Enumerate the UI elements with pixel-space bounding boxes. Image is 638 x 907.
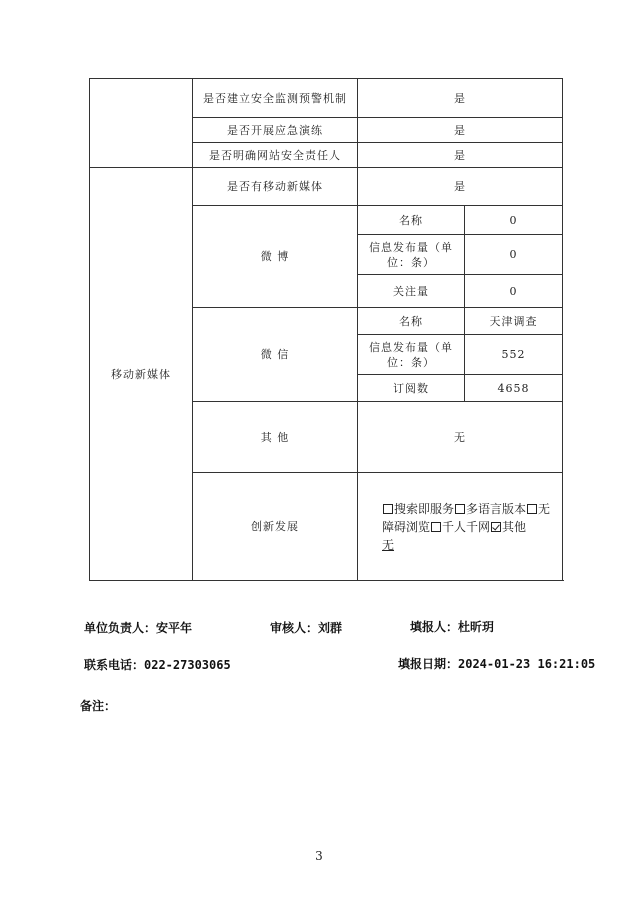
report-table bbox=[89, 78, 563, 581]
has-mobile-media-label: 是否有移动新媒体 bbox=[193, 168, 358, 206]
filler: 填报人：杜昕玥 bbox=[410, 620, 495, 634]
wechat-name-label: 名称 bbox=[358, 308, 465, 335]
innovation-options bbox=[358, 473, 563, 581]
remarks: 备注： bbox=[80, 699, 117, 713]
monitoring-value: 是 bbox=[358, 79, 563, 118]
wechat-subscribers-label: 订阅数 bbox=[358, 375, 465, 402]
page-number: 3 bbox=[315, 849, 323, 863]
other-media-value: 无 bbox=[358, 402, 563, 473]
multilingual-checkbox[interactable] bbox=[455, 504, 465, 514]
other-option-text: 无 bbox=[382, 537, 395, 552]
weibo-posts-label: 信息发布量（单位：条） bbox=[358, 235, 465, 275]
responsible-person-value: 是 bbox=[358, 143, 563, 168]
has-mobile-media-value: 是 bbox=[358, 168, 563, 206]
reviewer: 审核人：刘群 bbox=[270, 621, 343, 635]
responsible-person-label: 是否明确网站安全责任人 bbox=[193, 143, 358, 168]
personalized-label: 千人千网 bbox=[442, 519, 491, 534]
other-checkbox[interactable] bbox=[491, 522, 501, 532]
security-category-cell bbox=[90, 79, 193, 168]
unit-leader: 单位负责人：安平年 bbox=[84, 621, 193, 635]
drill-value: 是 bbox=[358, 118, 563, 143]
weibo-label: 微 博 bbox=[193, 206, 358, 308]
contact-phone: 联系电话：022-27303065 bbox=[84, 658, 231, 672]
weibo-posts-value: 0 bbox=[465, 235, 563, 275]
accessibility-label: 无障碍浏览 bbox=[382, 501, 551, 534]
wechat-posts-label: 信息发布量（单位：条） bbox=[358, 335, 465, 375]
mobile-media-category: 移动新媒体 bbox=[90, 168, 193, 581]
search-service-checkbox[interactable] bbox=[383, 504, 393, 514]
weibo-followers-label: 关注量 bbox=[358, 275, 465, 308]
weibo-name-label: 名称 bbox=[358, 206, 465, 235]
personalized-checkbox[interactable] bbox=[431, 522, 441, 532]
accessibility-checkbox[interactable] bbox=[527, 504, 537, 514]
wechat-subscribers-value: 4658 bbox=[465, 375, 563, 402]
drill-label: 是否开展应急演练 bbox=[193, 118, 358, 143]
other-option-label: 其他 bbox=[502, 519, 527, 534]
search-service-label: 搜索即服务 bbox=[394, 501, 455, 516]
weibo-name-value: 0 bbox=[465, 206, 563, 235]
wechat-label: 微 信 bbox=[193, 308, 358, 402]
monitoring-label: 是否建立安全监测预警机制 bbox=[193, 79, 358, 118]
wechat-name-value: 天津调查 bbox=[465, 308, 563, 335]
other-media-label: 其 他 bbox=[193, 402, 358, 473]
multilingual-label: 多语言版本 bbox=[466, 501, 527, 516]
fill-date: 填报日期：2024-01-23 16:21:05 bbox=[398, 657, 596, 671]
innovation-category: 创新发展 bbox=[193, 473, 358, 581]
weibo-followers-value: 0 bbox=[465, 275, 563, 308]
wechat-posts-value: 552 bbox=[465, 335, 563, 375]
